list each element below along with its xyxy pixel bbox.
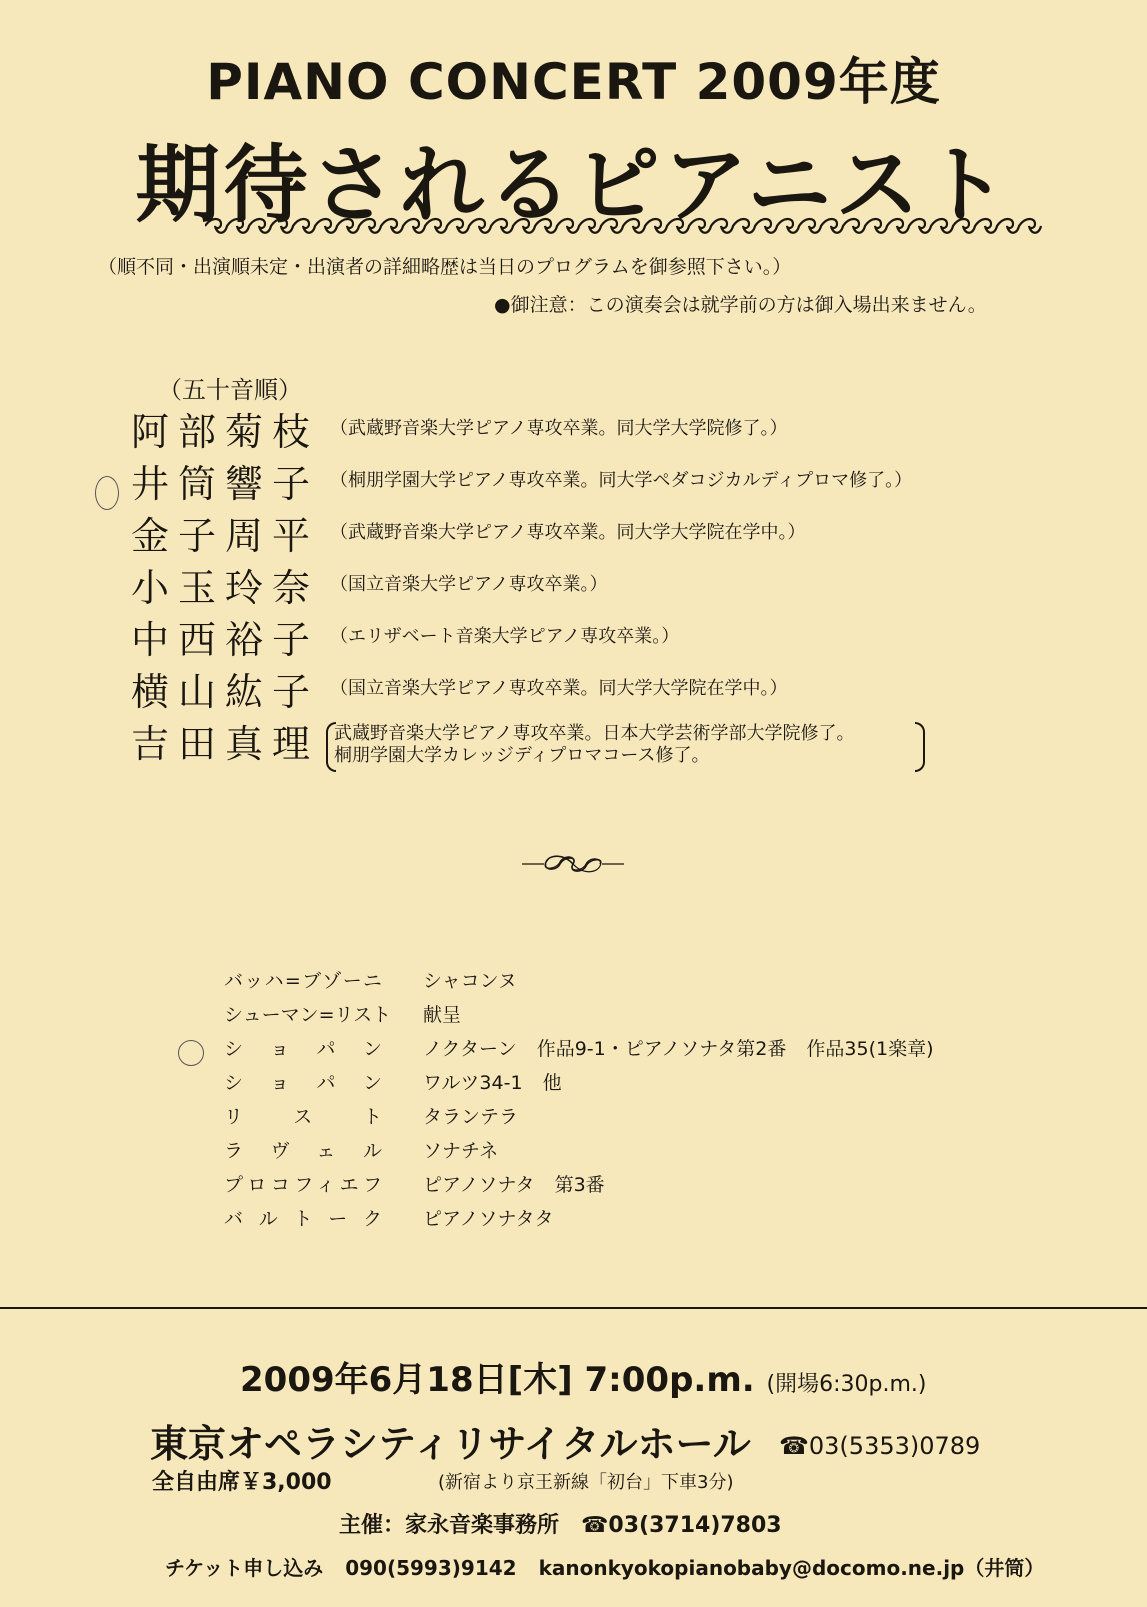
divider-line [0,1307,1147,1309]
performer-profile: （武蔵野音楽大学ピアノ専攻卒業。同大学大学院修了。） [330,418,788,439]
work-title: ソナチネ [423,1140,499,1162]
work-title: シャコンヌ [423,970,517,992]
performer-profile: 桐朋学園大学カレッジディプロマコース修了。 [334,745,710,766]
access-info: (新宿より京王新線「初台」下車3分) [438,1472,734,1493]
work-title: タランテラ [423,1106,519,1128]
composer-name: バッハ=ブゾーニ [224,970,382,992]
performer-profile: （エリザベート音楽大学ピアノ専攻卒業。） [330,626,680,647]
performer-name: 阿部菊枝 [131,410,320,454]
performer-name: 井筒響子 [131,462,320,506]
performer-profile: （国立音楽大学ピアノ専攻卒業。同大学大学院在学中。） [330,678,788,699]
wave-ornament [205,215,1045,237]
work-title: ワルツ34-1 他 [423,1072,562,1094]
concert-datetime [240,1352,926,1401]
work-title: ピアノソナタ 第3番 [423,1174,605,1196]
doors-open: (開場6:30p.m.) [766,1372,927,1397]
composer-name: プロコフィエフ [224,1174,382,1196]
composer-name: シューマン=リスト [224,1004,392,1026]
performer-name: 中西裕子 [131,618,320,662]
organizer [339,1508,782,1539]
work-title: 献呈 [423,1004,462,1026]
pen-circle-mark [95,476,119,510]
ticket-label: チケット申し込み [165,1556,324,1580]
organizer-label: 主催：家永音楽事務所 [339,1513,560,1538]
concert-title-en: PIANO CONCERT 2009年度 [206,53,941,111]
pen-circle-mark [178,1040,204,1066]
work-title: ノクターン 作品9-1・ピアノソナタ第2番 作品35(1楽章) [423,1038,934,1060]
admission-notice: ●御注意：この演奏会は就学前の方は御入場出来ません。 [494,294,987,316]
ticket-phone: 090(5993)9142 [345,1556,517,1580]
flourish-ornament [520,850,626,878]
venue-phone: ☎03(5353)0789 [779,1432,981,1460]
composer-name: リスト [224,1106,382,1128]
ticket-price: 全自由席￥3,000 [152,1470,332,1495]
performer-profile: 武蔵野音楽大学ピアノ専攻卒業。日本大学芸術学部大学院修了。 [334,723,855,744]
ticket-email: kanonkyokopianobaby@docomo.ne.jp（井筒） [538,1556,1045,1580]
composer-name: ショパン [224,1072,382,1094]
performer-name: 小玉玲奈 [131,566,320,610]
venue-name: 東京オペラシティリサイタルホール [150,1421,751,1466]
concert-title-ja: 期待されるピアニスト [135,136,1012,234]
organizer-phone: ☎03(3714)7803 [581,1513,782,1538]
composer-name: ショパン [224,1038,382,1060]
date-time: 2009年6月18日[木] 7:00p.m. [240,1360,755,1400]
ticket-contact [165,1552,1044,1581]
performer-profile: （桐朋学園大学ピアノ専攻卒業。同大学ペダコジカルディプロマ修了。） [330,470,913,491]
order-label: （五十音順） [158,376,302,404]
composer-name: バルトーク [224,1208,382,1230]
performer-profile: （国立音楽大学ピアノ専攻卒業。） [330,574,608,595]
composer-name: ラヴェル [224,1140,382,1162]
program-note: （順不同・出演順未定・出演者の詳細略歴は当日のプログラムを御参照下さい。） [98,256,792,278]
work-title: ピアノソナタタ [423,1208,554,1230]
performer-name: 吉田真理 [131,722,320,766]
performer-name: 横山紘子 [131,670,320,714]
performer-profile: （武蔵野音楽大学ピアノ専攻卒業。同大学大学院在学中。） [330,522,806,543]
bracket-right [915,722,925,772]
performer-name: 金子周平 [131,514,320,558]
